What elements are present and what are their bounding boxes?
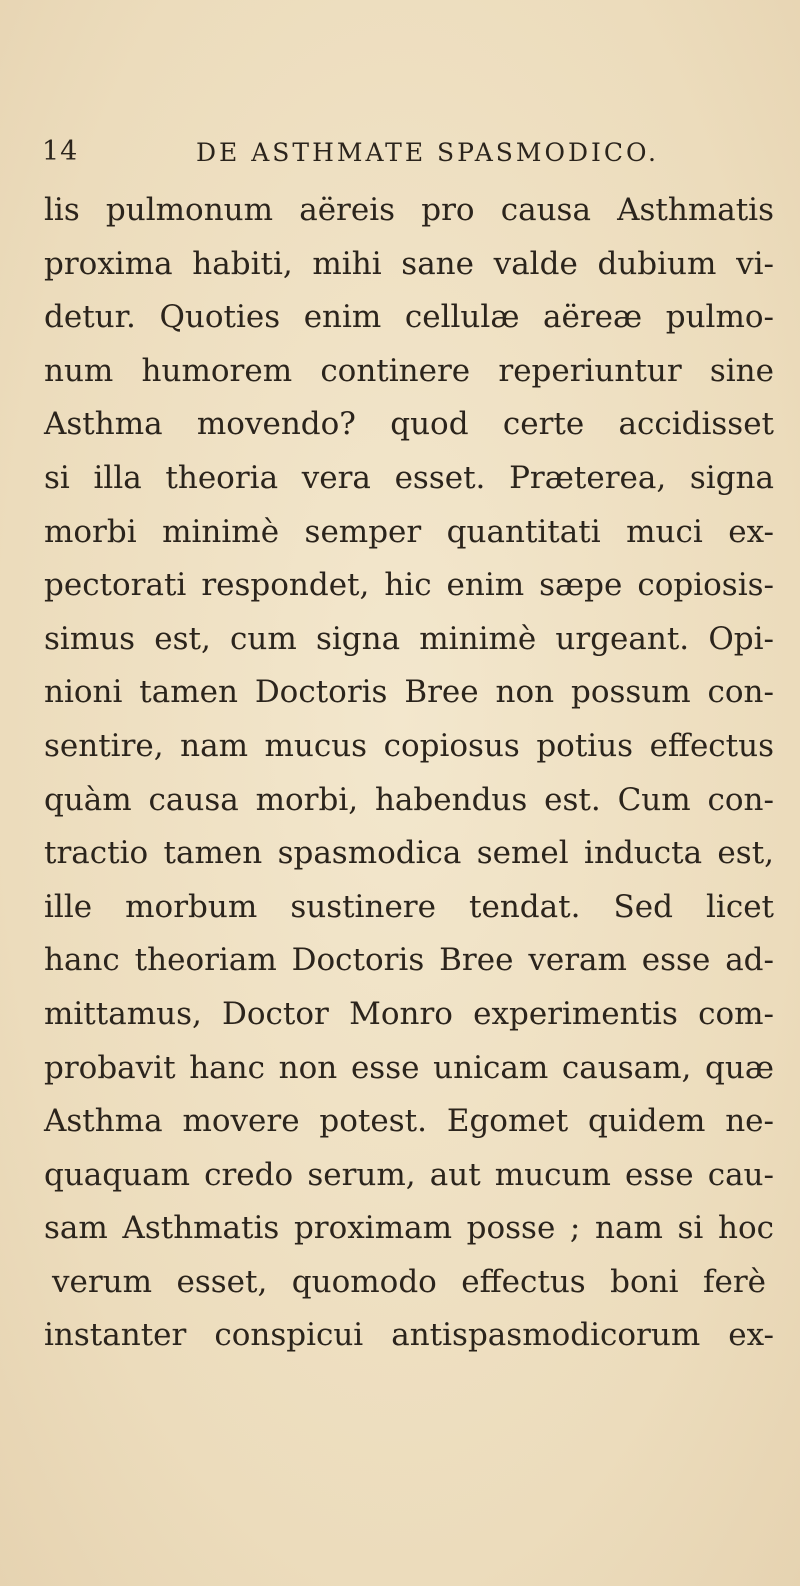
text-line-19: quaquam credo serum, aut mucum esse cau- [44, 1156, 774, 1193]
text-line-5: Asthma movendo? quod certe accidisset [44, 406, 774, 443]
text-line-16: mittamus, Doctor Monro experimentis com- [44, 995, 774, 1032]
text-line-12: quàm causa morbi, habendus est. Cum con- [44, 781, 774, 818]
text-line-13: tractio tamen spasmodica semel inducta est, [44, 835, 774, 872]
text-line-10: nioni tamen Doctoris Bree non possum con- [44, 674, 774, 711]
text-line-2: proxima habiti, mihi sane valde dubium vi- [44, 245, 774, 282]
page-header [42, 136, 762, 176]
text-line-9: simus est, cum signa minimè urgeant. Opi- [44, 620, 774, 657]
text-line-21: verum esset, quomodo effectus boni ferè [52, 1263, 766, 1300]
text-line-11: sentire, nam mucus copiosus potius effectus [44, 727, 774, 764]
page-number: 14 [42, 136, 79, 167]
text-line-17: probavit hanc non esse unicam causam, quæ [44, 1049, 774, 1086]
text-line-14: ille morbum sustinere tendat. Sed licet [44, 888, 774, 925]
text-line-7: morbi minimè semper quantitati muci ex- [44, 513, 774, 550]
running-head: DE ASTHMATE SPASMODICO. [196, 138, 660, 167]
text-line-8: pectorati respondet, hic enim sæpe copiosis- [44, 567, 774, 604]
text-line-15: hanc theoriam Doctoris Bree veram esse ad- [44, 942, 774, 979]
text-line-22: instanter conspicui antispasmodicorum ex- [44, 1317, 774, 1354]
body-text [44, 184, 774, 1363]
text-line-20: sam Asthmatis proximam posse ; nam si hoc [44, 1210, 774, 1247]
text-line-18: Asthma movere potest. Egomet quidem ne- [44, 1103, 774, 1140]
text-line-1: lis pulmonum aëreis pro causa Asthmatis [44, 192, 774, 228]
text-line-3: detur. Quoties enim cellulæ aëreæ pulmo- [44, 299, 774, 336]
text-line-6: si illa theoria vera esset. Præterea, signa [44, 459, 774, 496]
text-line-4: num humorem continere reperiuntur sine [44, 352, 774, 389]
